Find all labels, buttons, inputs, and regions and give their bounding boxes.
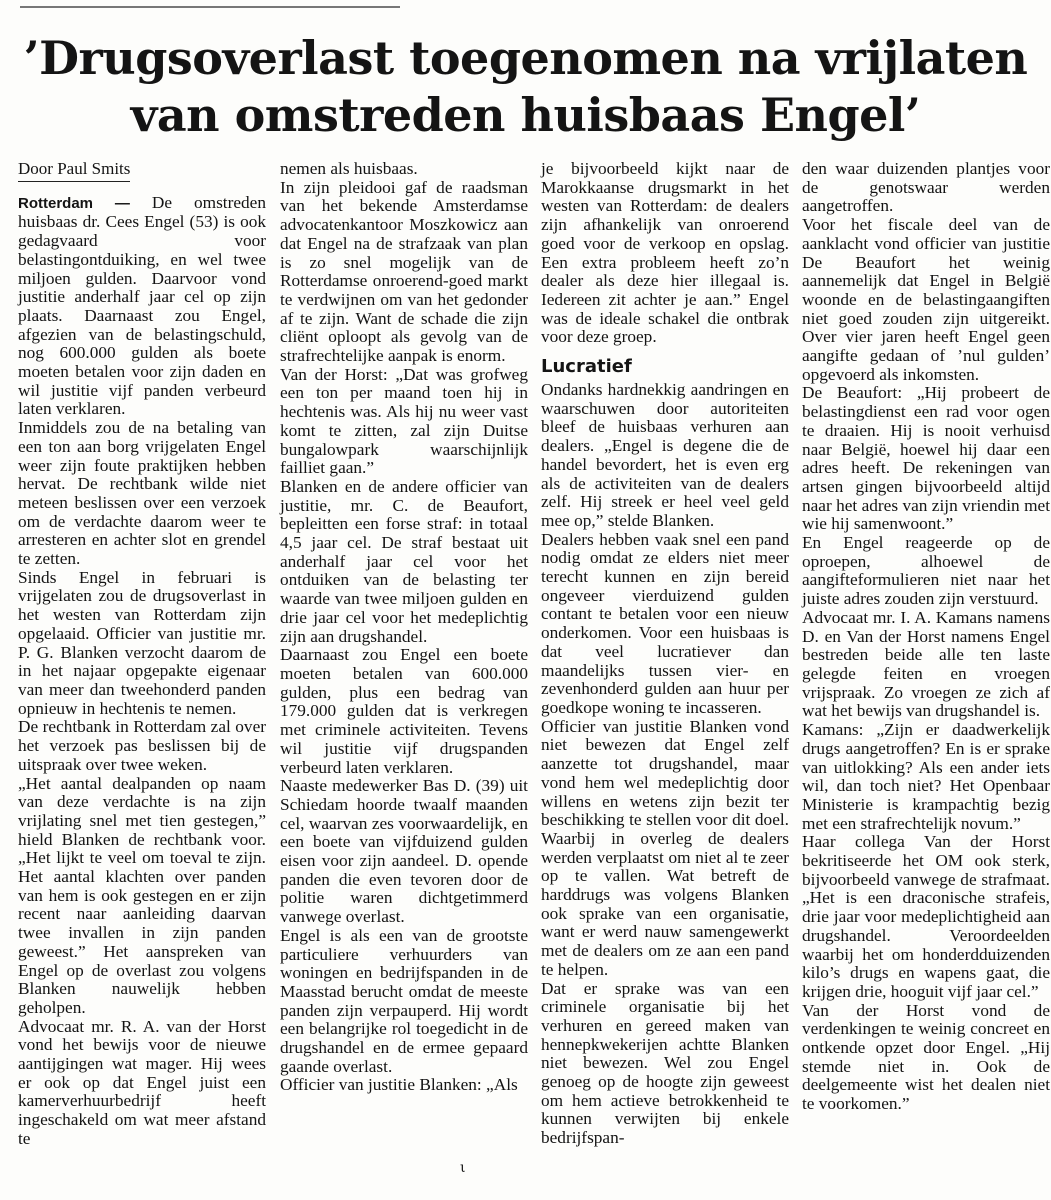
paragraph: Officier van justitie Blanken vond niet bewezen dat Engel zelf aanzette tot drugshandel, maar vond hem wel medeplichtig door willens en wetens zijn bezit ter beschikking te stellen voor dit doel. Waarbij in overleg de dealers werden verplaatst om niet al te zeer op te vallen. Wat betreft de harddrugs was volgens Blanken ook sprake van een organisatie, want er werd nauw samengewerkt met de dealers om ze aan een pand te helpen. [541, 716, 789, 979]
article-column-1 [18, 160, 266, 1149]
paragraph: In zijn pleidooi gaf de raadsman van het bekende Amsterdamse advocatenkantoor Moszkowicz aan dat Engel na de strafzaak van plan is zo snel mogelijk van de Rotterdamse onroerend-goed markt te verdwijnen om van het gedonder af te zijn. Want de schade die zijn cliënt oploopt als gevolg van de strafrechtelijke aanpak is enorm. [280, 177, 528, 366]
top-rule [20, 0, 400, 8]
paragraph: De Beaufort: „Hij probeert de belastingdienst een rad voor ogen te draaien. Hij is nooit verhuisd naar België, hoewel hij daar een adres heeft. De rekeningen van artsen gingen bijvoorbeeld altijd naar het adres van zijn vriendin met wie hij samenwoont.” [802, 383, 1050, 534]
paragraph: Advocaat mr. I. A. Kamans namens D. en Van der Horst namens Engel bestreden beide alle ten laste gelegde feiten en vroegen vrijspraak. Zo vroegen ze zich af wat het bewijs van drugshandel is. [802, 607, 1050, 721]
paragraph: En Engel reageerde op de oproepen, alhoewel de aangifteformulieren niet naar het juiste adres zouden zijn verstuurd. [802, 533, 1050, 609]
paragraph: Sinds Engel in februari is vrijgelaten zou de drugsoverlast in het westen van Rotterdam zijn opgelaaid. Officier van justitie mr. P. G. Blanken verzocht daarom de in het najaar opgepakte eigenaar van meer dan tweehonderd panden opnieuw in hechtenis te nemen. [18, 567, 266, 718]
article-column-4 [802, 160, 1050, 1114]
article-column-3 [541, 160, 789, 1148]
paragraph: Daarnaast zou Engel een boete moeten betalen van 600.000 gulden, plus een bedrag van 179.000 gulden dat is verkregen met criminele activiteiten. Tevens wil justitie vijf drugspanden verbeurd laten verklaren. [280, 645, 528, 777]
page-mark: ι [460, 1160, 466, 1176]
headline: ’Drugsoverlast toegenomen na vrijlaten van omstreden huisbaas Engel’ [23, 31, 1028, 142]
paragraph: „Het aantal dealpanden op naam van deze verdachte is na zijn vrijlating snel met tien gestegen,” hield Blanken de rechtbank voor. „Het lijkt te veel om toeval te zijn. Het aantal klachten over panden van hem is ook gestegen en er zijn recent naar aanleiding daarvan twee invallen in zijn panden geweest.” Het aanspreken van Engel op de overlast zou volgens Blanken nauwelijk hebben geholpen. [18, 773, 266, 1017]
dateline: Rotterdam — [18, 194, 130, 212]
paragraph: den waar duizenden plantjes voor de genotswaar werden aangetroffen. [802, 159, 1050, 216]
paragraph: Ondanks hardnekkig aandringen en waarschuwen door autoriteiten bleef de huisbaas verhuren aan dealers. „Engel is degene die de handel bevordert, het is even erg als de activiteiten van de dealers zelf. Hij streek er heel veel geld mee op,” stelde Blanken. [541, 380, 789, 530]
paragraph: je bijvoorbeeld kijkt naar de Marokkaanse drugsmarkt in het westen van Rotterdam: de dealers zijn afhankelijk van onroerend goed voor de verkoop en opslag. Een extra probleem heeft zo’n dealer als deze hier illegaal is. Iedereen zit achter je aan.” Engel was de ideale schakel die ontbrak voor deze groep. [541, 159, 789, 347]
paragraph: Haar collega Van der Horst bekritiseerde het OM ook sterk, bijvoorbeeld vanwege de strafmaat. „Het is een draconische strafeis, drie jaar voor medeplichtigheid aan drugshandel. Veroordeelden waarbij het om honderdduizenden kilo’s drugs en wapens gaat, die krijgen drie, hooguit vijf jaar cel.” [802, 832, 1050, 1001]
paragraph: Dealers hebben vaak snel een pand nodig omdat ze elders niet meer terecht kunnen en zijn bereid ongeveer vierduizend gulden contant te betalen voor een nieuw onderkomen. Voor een huisbaas is dat veel lucratiever dan maandelijks tussen vier- en zevenhonderd gulden aan huur per goedkope woning te incasseren. [541, 529, 789, 717]
byline: Door Paul Smits [18, 160, 130, 182]
paragraph: Inmiddels zou de na betaling van een ton aan borg vrijgelaten Engel weer zijn foute praktijken hebben hervat. De rechtbank wilde niet meteen beslissen over een verzoek om de verdachte daarom weer te arresteren en achter slot en grendel te zetten. [18, 418, 266, 569]
paragraph: Van der Horst: „Dat was grofweg een ton per maand toen hij in hechtenis was. Als hij nu weer vast komt te zitten, zal zijn Duitse bungalowpark waarschijnlijk failliet gaan.” [280, 364, 528, 478]
paragraph: nemen als huisbaas. [280, 159, 418, 178]
paragraph: Voor het fiscale deel van de aanklacht vond officier van justitie De Beaufort het weinig aannemelijk dat Engel in België woonde en de belastingaangiften niet goed zouden zijn uitgereikt. Over vier jaren heeft Engel geen aangifte gedaan of ’nul gulden’ opgevoerd als inkomsten. [802, 215, 1050, 384]
subheading: Lucratief [541, 356, 632, 378]
paragraph: Kamans: „Zijn er daadwerkelijk drugs aangetroffen? En is er sprake van uitlokking? Als een ander iets wil, dan toch niet? Het Openbaar Ministerie is krampachtig bezig met een strafrechtelijk novum.” [802, 720, 1050, 833]
paragraph: Naaste medewerker Bas D. (39) uit Schiedam hoorde twaalf maanden cel, waarvan zes voorwaardelijk, en een boete van vijfduizend gulden eisen voor zijn aandeel. D. opende panden die even tevoren door de politie waren dichtgetimmerd vanwege overlast. [280, 776, 528, 927]
paragraph: Blanken en de andere officier van justitie, mr. C. de Beaufort, bepleitten een forse straf: in totaal 4,5 jaar cel. De straf bestaat uit anderhalf jaar cel voor het ontduiken van de belasting ter waarde van twee miljoen gulden en drie jaar cel voor het medeplichtig zijn aan drugshandel. [280, 476, 528, 646]
paragraph: Advocaat mr. R. A. van der Horst vond het bewijs voor de nieuwe aantijgingen wat mager. Hij wees er ook op dat Engel juist een kamerverhuurbedrijf heeft ingeschakeld om wat meer afstand te [18, 1016, 266, 1148]
paragraph: Officier van justitie Blanken: „Als [280, 1075, 518, 1095]
paragraph: De rechtbank in Rotterdam zal over het verzoek pas beslissen bij de uitspraak over twee weken. [18, 717, 266, 774]
paragraph: Engel is als een van de grootste particuliere verhuurders van woningen en bedrijfspanden in de Maasstad berucht omdat de meeste panden zijn verpauperd. Hij wordt een belangrijke rol toegedicht in de drugshandel en de ermee gepaard gaande overlast. [280, 925, 528, 1076]
article-column-2 [280, 160, 528, 1095]
paragraph: Van der Horst vond de verdenkingen te weinig concreet en ontkende opzet door Engel. „Hij stemde niet in. Ook de deelgemeente wist het dealen niet te voorkomen.” [802, 1000, 1050, 1114]
paragraph: Rotterdam — De omstreden huisbaas dr. Cees Engel (53) is ook gedagvaard voor belastingontduiking, en wel twee miljoen gulden. Daarvoor vond justitie anderhalf jaar cel op zijn plaats. Daarnaast zou Engel, afgezien van de belastingschuld, nog 600.000 gulden als boete moeten betalen voor zijn daden en wil justitie vijf panden verbeurd laten verklaren. [18, 192, 266, 419]
paragraph: Dat er sprake was van een criminele organisatie bij het verhuren en gereed maken van hennepkwekerijen achtte Blanken niet bewezen. Wel zou Engel genoeg op de hoogte zijn geweest om hem actieve betrokkenheid te kunnen verwijten bij enkele bedrijfspan- [541, 978, 789, 1148]
